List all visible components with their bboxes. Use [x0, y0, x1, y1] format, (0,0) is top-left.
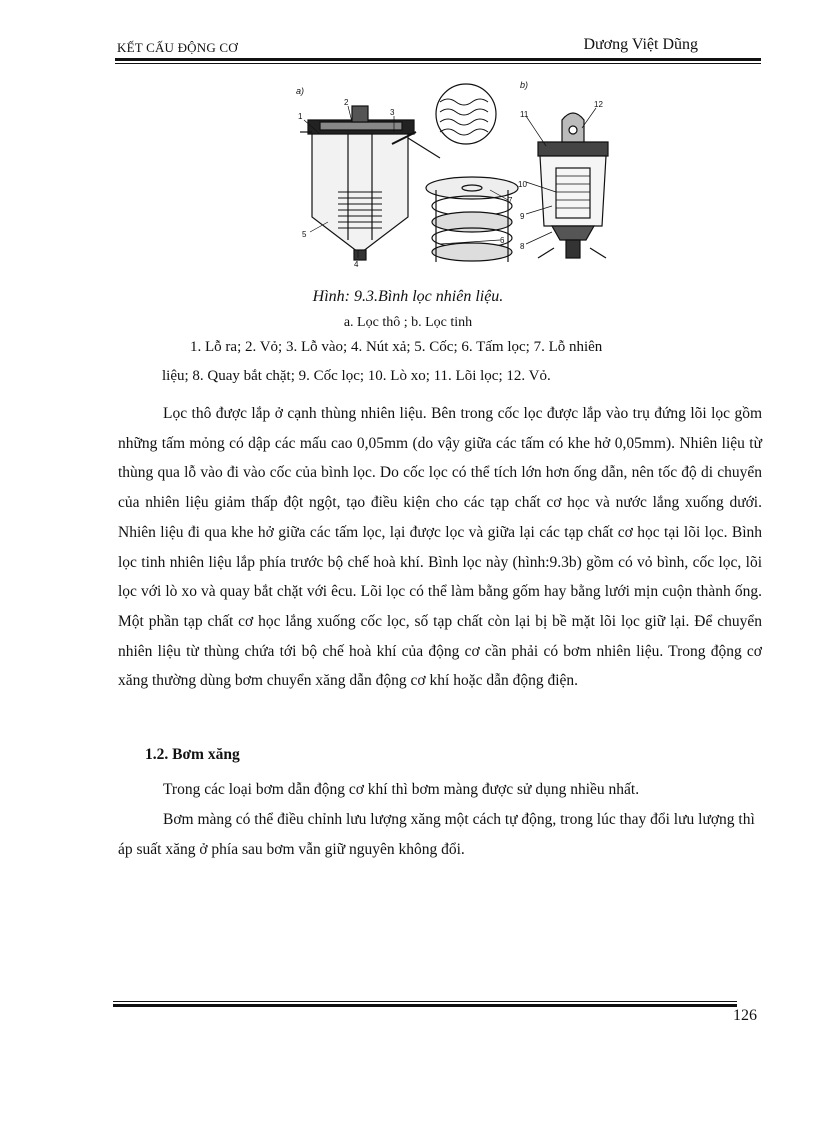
- caption-legend-line-1: 1. Lỗ ra; 2. Vỏ; 3. Lỗ vào; 4. Nút xả; 5. Cốc; 6. Tấm lọc; 7. Lỗ nhiên: [190, 339, 603, 355]
- body-paragraph-1: Lọc thô được lắp ở cạnh thùng nhiên liệu. Bên trong cốc lọc được lắp vào trụ đứng lõi lọc gồm những tấm mỏng có dập các mấu cao 0,05mm (do vậy giữa các tấm có khe hở 0,05mm). Nhiên liệu từ thùng qua lỗ vào đi vào cốc của bình lọc. Do cốc lọc có thể tích lớn hơn ống dẫn, nên tốc độ di chuyển của nhiên liệu giảm thấp đột ngột, tạo điều kiện cho các tạp chất cơ học và nước lắng xuống dưới. Nhiên liệu đi qua khe hở giữa các tấm lọc, lại được lọc và giữa lại các tạp chất cơ học tại lõi lọc. Bình lọc tinh nhiên liệu lắp phía trước bộ chế hoà khí. Bình lọc này (hình:9.3b) gồm có vỏ bình, cốc lọc, lõi lọc với lò xo và quay bắt chặt với êcu. Lõi lọc có thể làm bằng gốm hay bằng lưới mịn cuộn thành ống. Một phần tạp chất cơ học lắng xuống cốc lọc, số tạp chất còn lại bị bề mặt lõi lọc giữ lại. Để chuyển nhiên liệu từ thùng chứa tới bộ chế hoà khí của động cơ cần phải có bơm nhiên liệu. Trong động cơ xăng thường dùng bơm chuyển xăng dẫn động cơ khí hoặc dẫn động điện.: [118, 405, 762, 690]
- fuel-filter-illustration: [290, 72, 620, 282]
- book-title: KẾT CẤU ĐỘNG CƠ: [117, 40, 238, 55]
- callout-4: 4: [354, 260, 359, 269]
- header-rule-thin: [115, 63, 761, 64]
- callout-2: 2: [344, 98, 349, 107]
- header-rule-thick: [115, 58, 761, 61]
- body-paragraph-2: Trong các loại bơm dẫn động cơ khí thì bơm màng được sử dụng nhiều nhất.: [163, 781, 640, 798]
- caption-title: Hình: 9.3.Bình lọc nhiên liệu.: [312, 288, 504, 305]
- callout-8: 8: [520, 242, 525, 251]
- fuel-filter-figure: [290, 72, 620, 282]
- callout-5: 5: [302, 230, 307, 239]
- body-paragraph-3: Bơm màng có thể điều chỉnh lưu lượng xăng một cách tự động, trong lúc thay đổi lưu lượng thì áp suất xăng ở phía sau bơm vẫn giữ nguyên không đổi.: [118, 811, 755, 858]
- footer-rule-thin: [113, 1001, 737, 1002]
- callout-9: 9: [520, 212, 525, 221]
- panel-b-label: b): [520, 80, 529, 90]
- callout-6: 6: [500, 236, 505, 245]
- callout-10: 10: [518, 180, 527, 189]
- callout-11: 11: [520, 110, 529, 119]
- callout-3: 3: [390, 108, 395, 117]
- callout-12: 12: [594, 100, 603, 109]
- callout-1: 1: [298, 112, 303, 121]
- author-name: Dương Việt Dũng: [583, 36, 698, 53]
- callout-7: 7: [508, 196, 513, 205]
- caption-subtitle: a. Lọc thô ; b. Lọc tinh: [343, 315, 473, 330]
- footer-rule-thick: [113, 1004, 737, 1007]
- page-number: 126: [733, 1007, 757, 1024]
- section-heading: 1.2. Bơm xăng: [145, 746, 240, 763]
- panel-a-label: a): [296, 86, 305, 96]
- caption-legend-line-2: liệu; 8. Quay bắt chặt; 9. Cốc lọc; 10. Lò xo; 11. Lõi lọc; 12. Vỏ.: [162, 368, 551, 384]
